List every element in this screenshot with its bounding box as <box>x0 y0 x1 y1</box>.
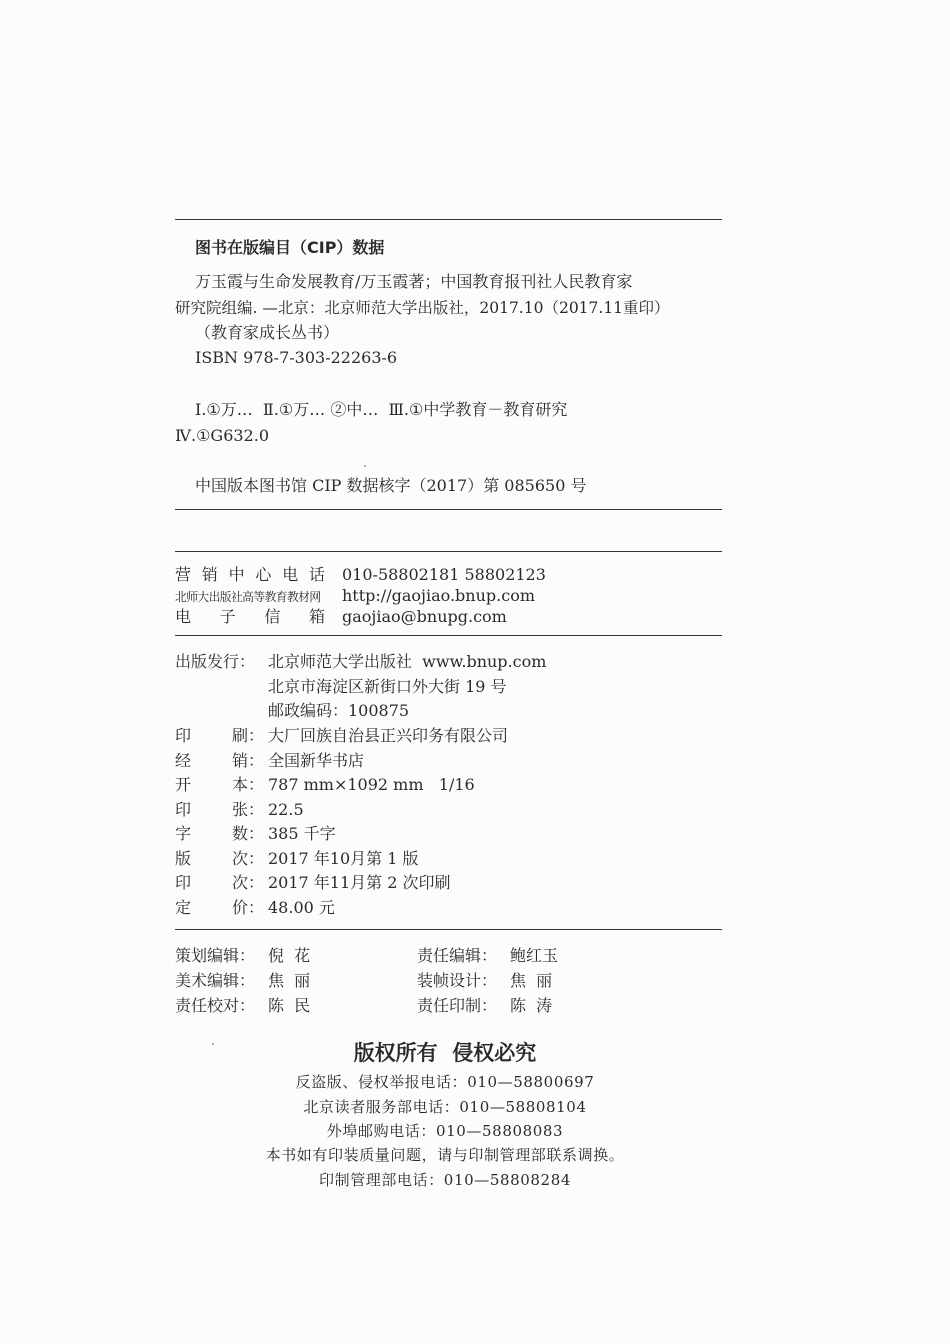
publication-row-label: 字 数 ： <box>175 824 265 843</box>
publisher-value: 北京师范大学出版社 www.bnup.com <box>268 652 547 671</box>
cip-isbn: ISBN 978-7-303-22263-6 <box>195 348 398 367</box>
publication-row-label: 经 销 ： <box>175 750 265 770</box>
cip-line-1: 万玉霞与生命发展教育/万玉霞著；中国教育报刊社人民教育家 <box>195 272 633 291</box>
quality-notice: 本书如有印装质量问题，请与印制管理部联系调换。 <box>265 1146 625 1164</box>
cip-classification-1: Ⅰ.①万… Ⅱ.①万… ②中… Ⅲ.①中学教育－教育研究 <box>195 400 568 419</box>
reader-service-phone: 北京读者服务部电话：010—58808104 <box>303 1098 587 1116</box>
cip-number: 中国版本图书馆 CIP 数据核字（2017）第 085650 号 <box>195 476 587 495</box>
publication-row-value: 48.00 元 <box>268 897 335 917</box>
staff-left-label: 责任校对： <box>175 996 256 1015</box>
staff-left-value: 陈 民 <box>268 996 311 1015</box>
publication-row-label: 定 价 ： <box>175 897 265 917</box>
publication-row-value: 787 mm×1092 mm 1/16 <box>268 775 475 794</box>
publication-row-label: 印 刷 ： <box>175 726 265 745</box>
staff-right-label: 装帧设计： <box>417 971 498 990</box>
staff-right-label: 责任印制： <box>417 996 498 1015</box>
phone-label: 营 销 中 心 电 话 <box>175 565 325 584</box>
cip-line-3: （教育家成长丛书） <box>195 323 340 342</box>
cip-bottom-rule <box>175 509 722 510</box>
staff-right-value: 焦 丽 <box>510 971 553 990</box>
web-label: 北师大出版社高等教育教材网 <box>175 590 321 604</box>
scan-speck <box>364 465 366 467</box>
staff-left-value: 倪 花 <box>268 946 311 965</box>
contact-bottom-rule <box>175 635 722 636</box>
staff-right-value: 陈 涛 <box>510 996 553 1015</box>
email-link[interactable]: gaojiao@bnupg.com <box>342 607 507 626</box>
staff-left-label: 策划编辑： <box>175 946 256 965</box>
publication-row-label: 版 次 ： <box>175 848 265 868</box>
publication-row-value: 22.5 <box>268 799 304 819</box>
publication-row-value: 2017 年10月第 1 版 <box>268 848 419 868</box>
publication-row-label: 印 张 ： <box>175 799 265 819</box>
mail-order-phone: 外埠邮购电话：010—58808083 <box>326 1122 564 1140</box>
cip-top-rule <box>175 219 722 220</box>
staff-right-value: 鲍红玉 <box>510 946 559 965</box>
publication-row-value: 大厂回族自治县正兴印务有限公司 <box>268 726 509 745</box>
cip-classification-2: Ⅳ.①G632.0 <box>175 426 269 445</box>
publication-row-value: 全国新华书店 <box>268 750 365 770</box>
publication-row-label: 开 本 ： <box>175 775 265 794</box>
print-management-phone: 印制管理部电话：010—58808284 <box>319 1171 571 1189</box>
scan-speck <box>212 1043 214 1045</box>
staff-right-label: 责任编辑： <box>417 946 498 965</box>
publication-row-value: 2017 年11月第 2 次印刷 <box>268 873 451 892</box>
cip-heading: 图书在版编目（CIP）数据 <box>195 238 385 257</box>
contact-top-rule <box>175 551 722 552</box>
publisher-label: 出版发行： <box>175 652 256 671</box>
publication-bottom-rule <box>175 929 722 930</box>
cip-line-2: 研究院组编. —北京：北京师范大学出版社，2017.10（2017.11重印） <box>175 299 670 317</box>
copyright-title: 版权所有 侵权必究 <box>353 1041 537 1065</box>
publication-row-label: 印 次 ： <box>175 873 265 892</box>
publisher-address: 北京市海淀区新街口外大街 19 号 <box>268 677 507 696</box>
publication-row-value: 385 千字 <box>268 824 336 843</box>
staff-left-value: 焦 丽 <box>268 971 311 990</box>
antipiracy-phone: 反盗版、侵权举报电话：010—58800697 <box>295 1073 595 1091</box>
phone-value: 010-58802181 58802123 <box>342 565 546 584</box>
publisher-postcode: 邮政编码：100875 <box>268 701 410 720</box>
email-label: 电 子 信 箱 <box>175 607 325 626</box>
staff-left-label: 美术编辑： <box>175 971 256 990</box>
web-link[interactable]: http://gaojiao.bnup.com <box>342 586 535 605</box>
